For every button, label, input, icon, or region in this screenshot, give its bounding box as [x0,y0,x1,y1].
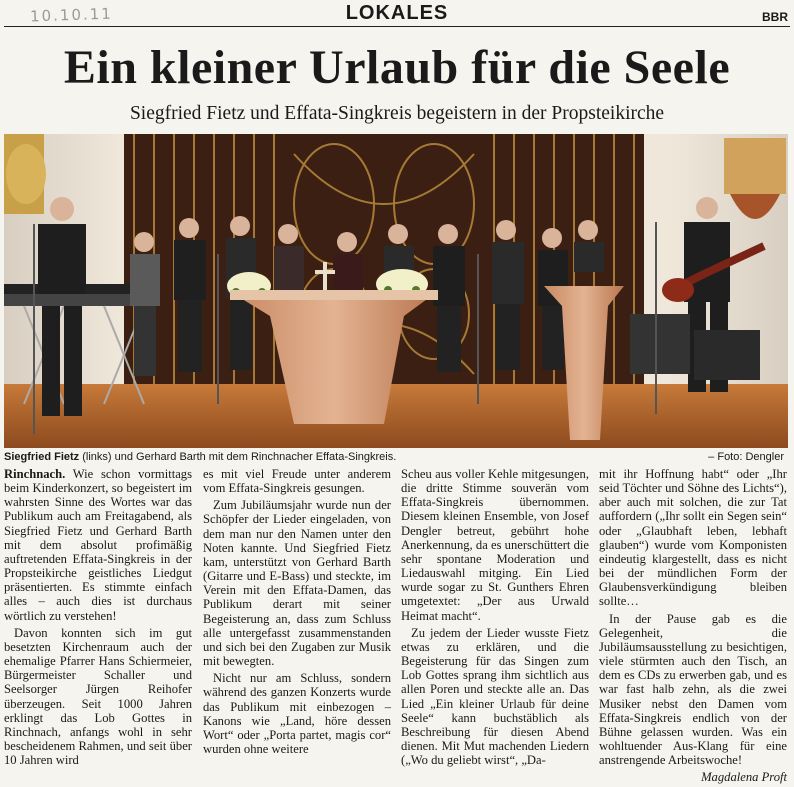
column-3-paragraph: Scheu aus voller Kehle mitgesungen, die dritte Stimme souverän vom Effata-Singkreis übernommen. Diesem kleinen Ensemble, von Josef Dengler betreut, gebührt hohe Anerkennung, da es unerschüttert die sehr spontane Moderation und Liedauswahl mitging. Ein Lied wurde sogar zu St. Gunthers Ehren umgetextet: „Der aus Urwald Heimat macht“. [401,467,589,623]
dateline: Rinchnach. [4,467,66,481]
caption-text: (links) und Gerhard Barth mit dem Rinchnacher Effata-Singkreis. [79,451,397,463]
column-1-paragraph [4,467,192,623]
article-headline: Ein kleiner Urlaub für die Seele [63,41,731,94]
column-1-paragraph: Davon konnten sich im gut besetzten Kirchenraum auch der ehemalige Pfarrer Hans Schiermeier, Bürgermeister Schaller und Seelsorger Jürgen Reihofer überzeugen. Seit 1000 Jahren erklingt das Lob Gottes in Rinchnach, anfangs wohl in sehr bescheidenem Rahmen, und seit über 10 Jahren wird [4,625,192,768]
article-column-1 [4,467,192,770]
column-2-paragraph: es mit viel Freude unter anderem vom Effata-Singkreis gesungen. [203,467,391,496]
publication-tag: BBR [762,10,788,24]
column-3-paragraph: Zu jedem der Lieder wusste Fietz etwas zu erklären, und die Begeisterung für das Singen zum Lob Gottes sprang ihm sichtlich aus allen Poren und steckte alle an. Das Lied „Ein kleiner Urlaub für deine Seele“ kann buchstäblich als Beschreibung für diesen Abend dienen. Mit Mut machenden Liedern („Wo du geliebt wirst“, „Da- [401,625,589,768]
article-subheadline: Siegfried Fietz und Effata-Singkreis begeistern in der Propsteikirche [129,103,665,124]
church-concert-illustration [4,134,788,448]
header-rule [4,26,790,27]
paragraph-text: Wie schon vormittags beim Kinderkonzert, so begeistert im wahrsten Sinne des Wortes war das Publikum auch am Freitagabend, als Siegfried Fietz und Gerhard Barth mit dem absolut profimäßig auftretenden Effata-Singkreis in der Propsteikirche geistliches Liedgut präsentierten. Es stimmte einfach alles – auch dies ist durchaus wörtlich zu verstehen! [4,467,192,623]
author-signature: Magdalena Proft [701,770,787,785]
handwritten-date: 10.10.11 [29,4,114,26]
article-column-3 [401,467,589,770]
section-title: LOKALES [345,2,449,24]
photo-caption [4,451,788,463]
column-4-paragraph: In der Pause gab es die Gelegenheit, die Jubiläumsausstellung zu besichtigen, viele stürmten auch den Tisch, an dem es CDs zu erwerben gab, und es war fast halb zehn, als die zwei Musiker nebst den Damen vom Effata-Singkreis endlich von der Bühne gelassen wurden. Was ein wohltuender Aus-Klang für eine anstrengende Arbeitswoche! [599,611,787,768]
article-column-2 [203,467,391,759]
photo-credit: – Foto: Dengler [708,451,784,463]
caption-name: Siegfried Fietz [4,451,80,463]
concert-photo [4,134,788,448]
column-2-paragraph: Zum Jubiläumsjahr wurde nun der Schöpfer der Lieder eingeladen, von dem man nur den Namen unter den Noten kannte. Und Siegfried Fietz kam, unterstützt von Gerhard Barth (Gitarre und E-Bass) und steckte, im Verein mit den Effata-Damen, das Publikum derart mit seiner Begeisterung an, dass zum Schluss alle untergefasst zusammenstanden und sich bei den Zugaben zur Musik mit bewegten. [203,498,391,669]
column-2-paragraph: Nicht nur am Schluss, sondern während des ganzen Konzerts wurde das Publikum mit einbezogen – Kanons wie „Land, höre dessen Wort“ oder „Porta partet, magis cor“ wurden ohne weitere [203,671,391,756]
column-4-paragraph: mit ihr Hoffnung habt“ oder „Ihr seid Töchter und Söhne des Lichts“), aber auch mit solchen, die zur Tat auffordern („Ihr sollt ein Segen sein“ oder „Glaubhaft leben, lebhaft glauben“) wurde vom Komponisten eindeutig klargestellt, dass es nicht bei der mündlichen Form der Glaubensverkündigung bleiben sollte… [599,467,787,609]
article-column-4 [599,467,787,787]
